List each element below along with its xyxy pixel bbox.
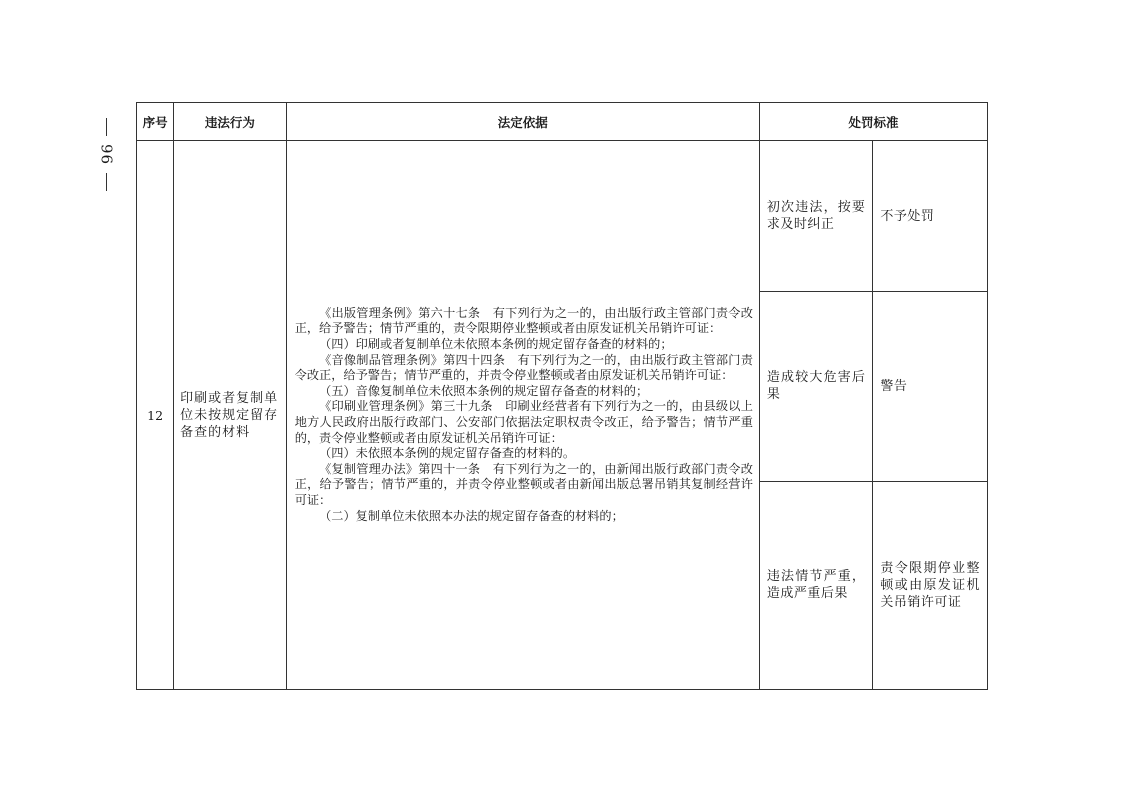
basis-paragraph: 《音像制品管理条例》第四十四条 有下列行为之一的，由出版行政主管部门责令改正，给予警告；情节严重的，并责令停业整顿或者由原发证机关吊销许可证：: [294, 352, 753, 383]
page-number-dash-bottom: [106, 173, 107, 191]
condition-cell: 初次违法，按要求及时纠正: [759, 141, 873, 292]
basis-paragraph: 《复制管理办法》第四十一条 有下列行为之一的，由新闻出版行政部门责令改正，给予警告；情节严重的，并责令停业整顿或者由新闻出版总署吊销其复制经营许可证：: [294, 461, 753, 507]
basis-paragraph: （五）音像复制单位未依照本条例的规定留存备查的材料的；: [319, 383, 649, 398]
header-act: 违法行为: [174, 103, 287, 141]
header-penalty: 处罚标准: [759, 103, 987, 141]
penalty-cell: 不予处罚: [873, 141, 988, 292]
penalty-cell: 警告: [873, 292, 988, 481]
basis-paragraph: （四）未依照本条例的规定留存备查的材料的。: [319, 446, 576, 461]
table-row: [137, 141, 988, 292]
condition-cell: 违法情节严重，造成严重后果: [759, 481, 873, 689]
table-header-row: [137, 103, 988, 141]
basis-paragraph: 《出版管理条例》第六十七条 有下列行为之一的，由出版行政主管部门责令改正，给予警告；情节严重的，责令限期停业整顿或者由原发证机关吊销许可证：: [294, 305, 753, 336]
basis-paragraph: （四）印刷或者复制单位未依照本条例的规定留存备查的材料的；: [319, 337, 673, 352]
header-seq: 序号: [137, 103, 174, 141]
penalty-table: [136, 102, 988, 690]
penalty-cell: 责令限期停业整顿或由原发证机关吊销许可证: [873, 481, 988, 689]
violation-cell: 印刷或者复制单位未按规定留存备查的材料: [174, 141, 287, 690]
page-number-dash-top: [106, 118, 107, 136]
page-number-text: 96: [97, 144, 116, 166]
header-basis: 法定依据: [286, 103, 759, 141]
seq-cell: 12: [137, 141, 174, 690]
basis-paragraph: 《印刷业管理条例》第三十九条 印刷业经营者有下列行为之一的，由县级以上地方人民政府出版行政部门、公安部门依据法定职权责令改正，给予警告；情节严重的，责令停业整顿或者由原发证机关吊销许可证：: [294, 399, 753, 445]
page-number: [94, 118, 118, 218]
basis-paragraph: （二）复制单位未依照本办法的规定留存备查的材料的；: [319, 508, 624, 523]
condition-cell: 造成较大危害后果: [759, 292, 873, 481]
legal-basis-cell: [286, 141, 759, 690]
